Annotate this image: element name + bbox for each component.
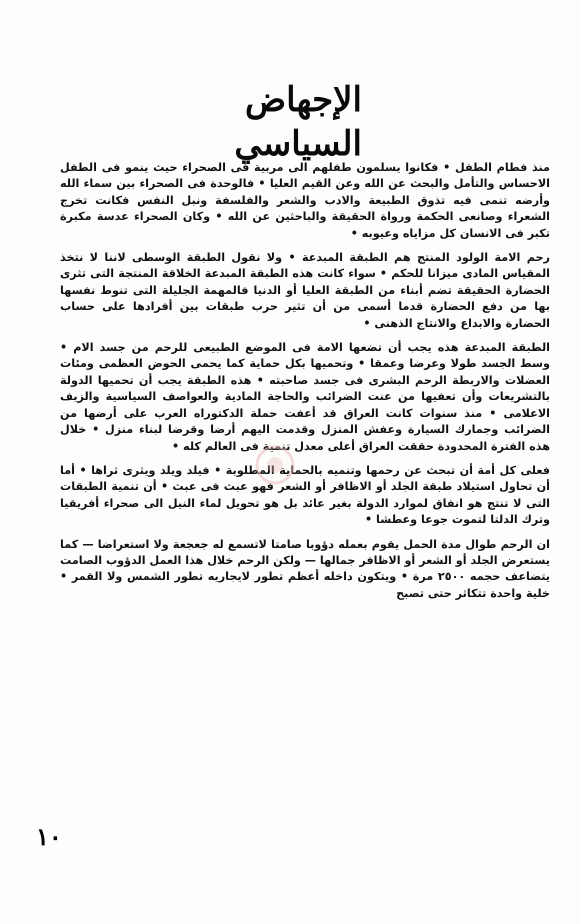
title-line-1: الإجهاض [245, 80, 362, 120]
paragraph-1: منذ فطام الطفل • فكانوا يسلمون طفلهم الى مربية فى الصحراء حيث ينمو فى الطفل الاحساس والتأمل والبحث عن الله وعن القيم العليا • فالوحدة فى الصحراء بين سماء الله وأرضه تنمى فيه تذوق الطبيعة والادب والشعر والفلسفة ونبل النفس فكانت تخرج الشعراء وصانعى الحكمة ورواة الحقيقة والباحثين عن الله • وكان الصحراء عدسة مكبرة تكبر فى الانسان كل مزاياه وعيوبه • [60, 161, 550, 240]
article-title [212, 78, 362, 166]
title-line-2: السياسي [234, 124, 362, 164]
article-body [60, 160, 550, 610]
paragraph-5: ان الرحم طوال مدة الحمل يقوم بعمله دؤوبا صامتا لاتسمع له جعجعة ولا استعراضا — كما يستعرض الجلد أو الشعر أو الاظافر جمالها — ولكن الرحم خلال هذا العمل الدؤوب الصامت يتضاعف حجمه ٢٥٠٠ مرة • ويتكون داخله أعظم تطور لايجاريه تطور الشمس ولا القمر • خلية واحدة تتكاثر حتى تصبح [60, 537, 550, 600]
paragraph-4: فعلى كل أمة أن تبحث عن رحمها وتنميه بالحماية المطلوبة • فيلد ويلد ويثرى ثراها • أما أن تحاول استيلاد طبقة الجلد أو الاظافر أو الشعر فهو عبث فى عبث • أن تنمية الطبقات التى لا تنتج هو انفاق لموارد الدولة بغير عائد بل هو تحويل لماء النيل الى صحراء أفريقيا وترك الدلتا لتموت جوعا وعطشا • [60, 463, 550, 527]
page-number: ١٠ [36, 822, 62, 851]
paragraph-2: رحم الامة الولود المنتج هم الطبقة المبدعة • ولا نقول الطبقة الوسطى لاننا لا نتخذ المقياس المادى ميزانا للحكم • سواء كانت هذه الطبقة المبدعة الخلاقة المنتجة التى تثرى الحضارة الحقيقة تضم أبناء من الطبقة العليا أو الدنيا فالمهمة الجليلة التى تنوط نفسها بها من دفع الحضارة قدما أسمى من أن تثير حرب طبقات بين أفرادها على حساب الحضارة والابداع والانتاج الذهنى • [60, 251, 550, 330]
paragraph-3: الطبقة المبدعة هذه يجب أن تضعها الامة فى الموضع الطبيعى للرحم من جسد الام • وسط الجسد طولا وعرضا وعمقا • وتحميها بكل حماية كما يحمى الحوض العظمى ومئات العضلات والاربطة الرحم البشرى فى جسد صاحبته • هذه الطبقة يجب أن تحميها الدولة بالتشريعات وأن تعفيها من عنت الضرائب والحاجة المادية والعواصف السياسية والزيف الاعلامى • منذ سنوات كانت العراق قد أعفت حملة الدكتوراه العرب على أرضها من الضرائب وجمارك السيارة وعفش المنزل وقدمت اليهم أرضا وقرضا لبناء منزل • خلال هذه الفترة المحدودة حققت العراق أعلى معدل تنمية فى العالم كله • [60, 341, 550, 453]
